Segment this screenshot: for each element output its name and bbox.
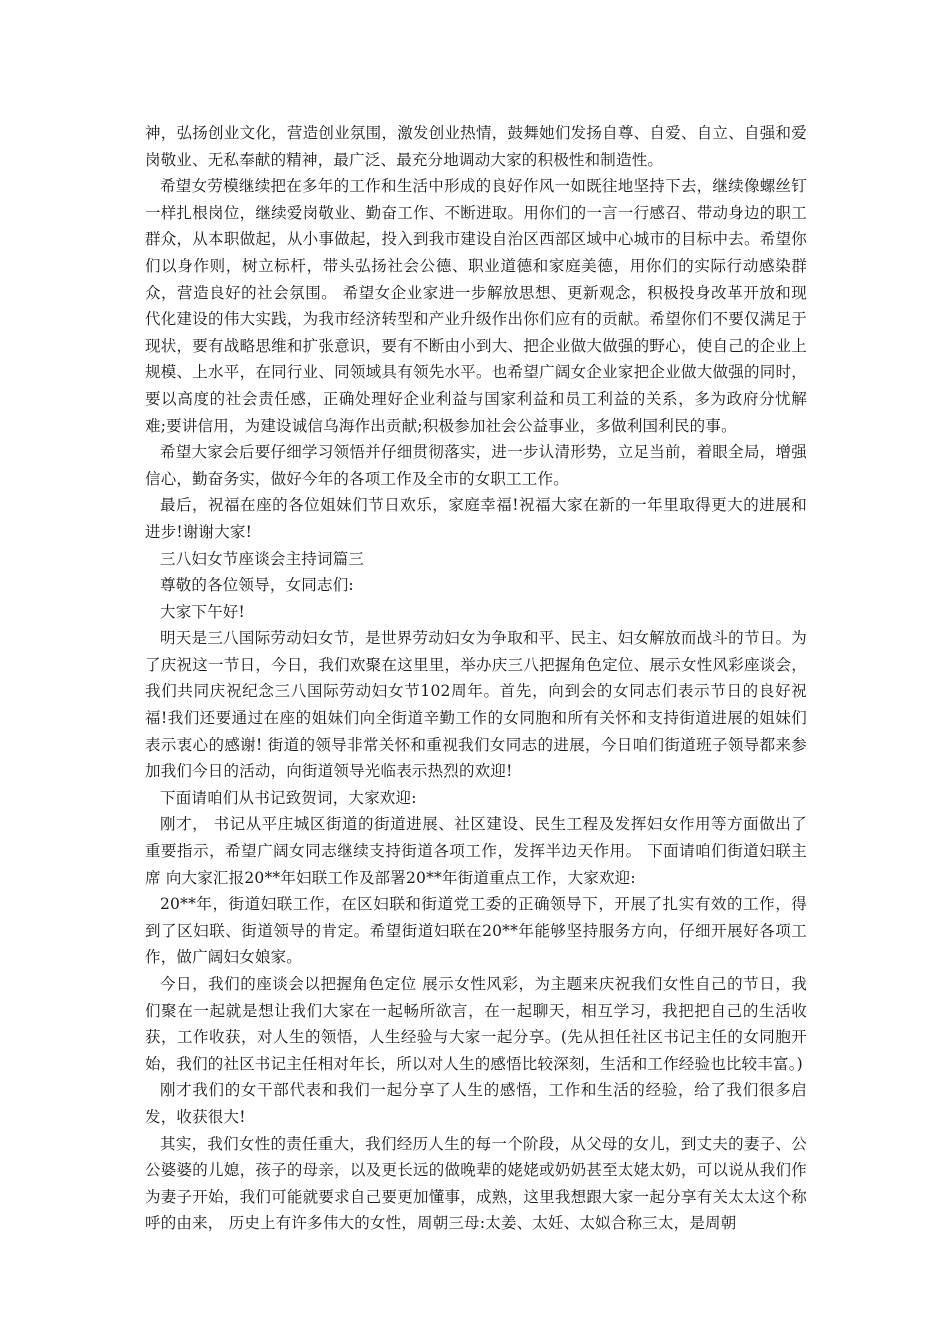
- paragraph: 今日，我们的座谈会以把握角色定位 展示女性风彩，为主题来庆祝我们女性自己的节日，我们聚在一起就是想让我们大家在一起畅所欲言，在一起聊天，相互学习，我把把自己的生活收获，工作收获，对人生的领悟，人生经验与大家一起分享。(先从担任社区书记主任的女同胞开始，我们的社区书记主任相对年长，所以对人生的感悟比较深刻，生活和工作经验也比较丰富。): [145, 975, 807, 1073]
- paragraph: 刚才我们的女干部代表和我们一起分享了人生的感悟，工作和生活的经验，给了我们很多启发，收获很大!: [145, 1081, 807, 1126]
- section-heading: 三八妇女节座谈会主持词篇三: [160, 549, 365, 568]
- paragraph: 神，弘扬创业文化，营造创业氛围，激发创业热情，鼓舞她们发扬自尊、自爱、自立、自强和爱岗敬业、无私奉献的精神，最广泛、最充分地调动大家的积极性和制造性。: [145, 124, 807, 169]
- paragraph: 最后，祝福在座的各位姐妹们节日欢乐，家庭幸福!祝福大家在新的一年里取得更大的进展和进步!谢谢大家!: [145, 496, 807, 541]
- paragraph: 明天是三八国际劳动妇女节，是世界劳动妇女为争取和平、民主、妇女解放而战斗的节日。为了庆祝这一节日，今日，我们欢聚在这里里，举办庆三八把握角色定位、展示女性风彩座谈会，我们共同庆祝纪念三八国际劳动妇女节102周年。首先，向到会的女同志们表示节日的良好祝福!我们还要通过在座的姐妹们向全街道辛勤工作的女同胞和所有关怀和支持街道进展的姐妹们表示衷心的感谢! 街道的领导非常关怀和重视我们女同志的进展，今日咱们街道班子领导都来参加我们今日的活动，向街道领导光临表示热烈的欢迎!: [145, 629, 807, 781]
- paragraph: 希望大家会后要仔细学习领悟并仔细贯彻落实，进一步认清形势，立足当前，着眼全局，增强信心，勤奋务实，做好今年的各项工作及全市的女职工工作。: [145, 443, 807, 488]
- greeting: 大家下午好!: [160, 602, 245, 621]
- salutation: 尊敬的各位领导，女同志们:: [160, 576, 354, 595]
- paragraph: 其实，我们女性的责任重大，我们经历人生的每一个阶段，从父母的女儿，到丈夫的妻子、公公婆婆的儿媳，孩子的母亲，以及更长远的做晚辈的姥姥或奶奶甚至太姥太奶，可以说从我们作为妻子开始，我们可能就要求自己要更加懂事，成熟，这里我想跟大家一起分享有关太太这个称呼的由来， 历史上有许多伟大的女性，周朝三母:太姜、太妊、太姒合称三太，是周朝: [145, 1134, 807, 1233]
- paragraph: 20**年，街道妇联工作，在区妇联和街道党工委的正确领导下，开展了扎实有效的工作，得到了区妇联、街道领导的肯定。希望街道妇联在20**年能够坚持服务方向，仔细开展好各项工作，做广阔妇女娘家。: [145, 895, 807, 967]
- paragraph: 刚才， 书记从平庄城区街道的街道进展、社区建设、民生工程及发挥妇女作用等方面做出了重要指示，希望广阔女同志继续支持街道各项工作，发挥半边天作用。 下面请咱们街道妇联主席 向大家汇报20**年妇联工作及部署20**年街道重点工作，大家欢迎:: [145, 815, 807, 887]
- paragraph: 下面请咱们从书记致贺词，大家欢迎:: [160, 788, 417, 807]
- paragraph: 希望女劳模继续把在多年的工作和生活中形成的良好作风一如既往地坚持下去，继续像螺丝钉一样扎根岗位，继续爱岗敬业、勤奋工作、不断进取。用你们的一言一行感召、带动身边的职工群众，从本职做起，从小事做起，投入到我市建设自治区西部区域中心城市的目标中去。希望你们以身作则，树立标杆，带头弘扬社会公德、职业道德和家庭美德，用你们的实际行动感染群众，营造良好的社会氛围。 希望女企业家进一步解放思想、更新观念，积极投身改革开放和现代化建设的伟大实践，为我市经济转型和产业升级作出你们应有的贡献。希望你们不要仅满足于现状，要有战略思维和扩张意识，要有不断由小到大、把企业做大做强的野心，使自己的企业上规模、上水平，在同行业、同领域具有领先水平。也希望广阔女企业家把企业做大做强的同时，要以高度的社会责任感，正确处理好企业利益与国家利益和员工利益的关系，多为政府分忧解难;要讲信用，为建设诚信乌海作出贡献;积极参加社会公益事业，多做利国利民的事。: [145, 177, 807, 435]
- document-page: [145, 120, 807, 1237]
